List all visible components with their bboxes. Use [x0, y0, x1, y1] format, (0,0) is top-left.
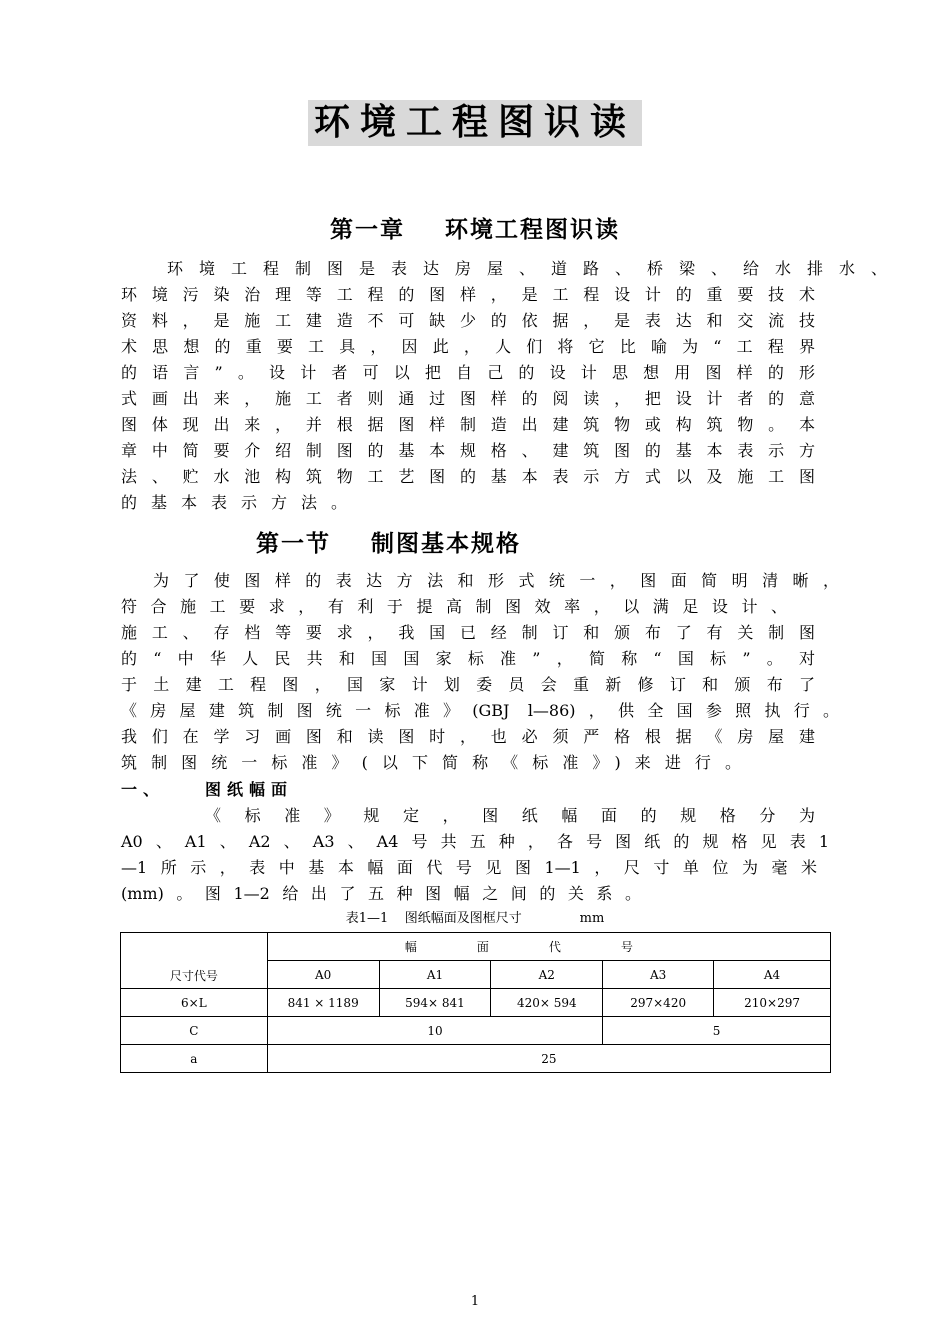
paragraph-line: 符合施工要求，有利于提高制图效率，以满足设计、	[121, 597, 787, 616]
table-cell: 10	[267, 1017, 602, 1045]
paragraph-line: 环境污染治理等工程的图样，是工程设计的重要技术	[121, 285, 815, 304]
paragraph-line: 筑制图统一标准》(以下简称《标准》)来进行。	[121, 753, 741, 772]
paragraph-line: 《房屋建筑制图统一标准》(GBJ l—86)，供全国参照执行。	[121, 701, 839, 720]
paragraph-line: A0、A1、A2、A3、A4号共五种，各号图纸的规格见表1	[121, 832, 829, 851]
table-row	[121, 989, 831, 1017]
paragraph-line: 我们在学习画图和读图时，也必须严格根据《房屋建	[121, 727, 815, 746]
paragraph-line: 章中简要介绍制图的基本规格、建筑图的基本表示方	[121, 441, 815, 460]
subsection-paragraph	[121, 803, 839, 907]
paragraph-line: 图体现出来，并根据图样制造出建筑物或构筑物。本	[121, 415, 815, 434]
table-cell: 841 × 1189	[267, 989, 379, 1017]
section-title: 第一节 制图基本规格	[256, 531, 522, 557]
column-header: A1	[379, 961, 491, 989]
paragraph-line: (mm)。图1—2给出了五种图幅之间的关系。	[121, 884, 641, 903]
page-number: 1	[470, 1294, 480, 1309]
subsection-number: 一、	[121, 780, 166, 799]
document-title-block	[0, 100, 950, 146]
size-code-header: 尺寸代号	[121, 933, 268, 989]
chapter-title: 第一章 环境工程图识读	[329, 217, 621, 243]
paragraph-line: 环境工程制图是表达房屋、道路、桥梁、给水排水、	[167, 259, 887, 278]
table-cell: 420× 594	[491, 989, 603, 1017]
section-paragraph	[121, 568, 839, 776]
paragraph-line: 施工、存档等要求，我国已经制订和颁布了有关制图	[121, 623, 815, 642]
table-row	[121, 1017, 831, 1045]
column-header: A3	[603, 961, 714, 989]
row-label: a	[121, 1045, 268, 1073]
table-row	[121, 1045, 831, 1073]
row-label: 6×L	[121, 989, 268, 1017]
format-code-header	[267, 933, 830, 961]
table-cell: 210×297	[714, 989, 831, 1017]
paragraph-line: 《标准》规定，图纸幅面的规格分为	[205, 806, 815, 825]
row-label: C	[121, 1017, 268, 1045]
table-row	[121, 933, 831, 961]
document-title: 环境工程图识读	[308, 100, 642, 146]
table-caption	[0, 909, 950, 929]
table-cell: 297×420	[603, 989, 714, 1017]
column-header: A2	[491, 961, 603, 989]
column-header: A4	[714, 961, 831, 989]
subsection-heading	[121, 777, 293, 803]
paragraph-line: 于土建工程图，国家计划委员会重新修订和颁布了	[121, 675, 815, 694]
paper-size-table	[120, 932, 831, 1073]
intro-paragraph	[121, 256, 887, 516]
table-cell: 5	[603, 1017, 831, 1045]
table-unit: mm	[579, 911, 605, 926]
paragraph-line: 资料，是施工建造不可缺少的依据，是表达和交流技	[121, 311, 815, 330]
paragraph-line: 的基本表示方法。	[121, 493, 362, 512]
paragraph-line: 法、贮水池构筑物工艺图的基本表示方式以及施工图	[121, 467, 815, 486]
subsection-title: 图纸幅面	[205, 780, 294, 799]
column-header: A0	[267, 961, 379, 989]
paragraph-line: 式画出来，施工者则通过图样的阅读，把设计者的意	[121, 389, 815, 408]
table-cell: 594× 841	[379, 989, 491, 1017]
paragraph-line: —1所示，表中基本幅面代号见图1—1，尺寸单位为毫米	[121, 858, 817, 877]
format-code-header-text: 幅面代号	[404, 940, 693, 954]
table-cell: 25	[267, 1045, 830, 1073]
table-caption-text: 表1—1 图纸幅面及图框尺寸	[345, 911, 522, 926]
paragraph-line: 为了使图样的表达方法和形式统一，图面简明清晰，	[153, 571, 839, 590]
paragraph-line: 术思想的重要工具，因此，人们将它比喻为“工程界	[121, 337, 815, 356]
paragraph-line: 的语言”。设计者可以把自己的设计思想用图样的形	[121, 363, 815, 382]
paragraph-line: 的“中华人民共和国国家标准”，简称“国标”。对	[121, 649, 815, 668]
